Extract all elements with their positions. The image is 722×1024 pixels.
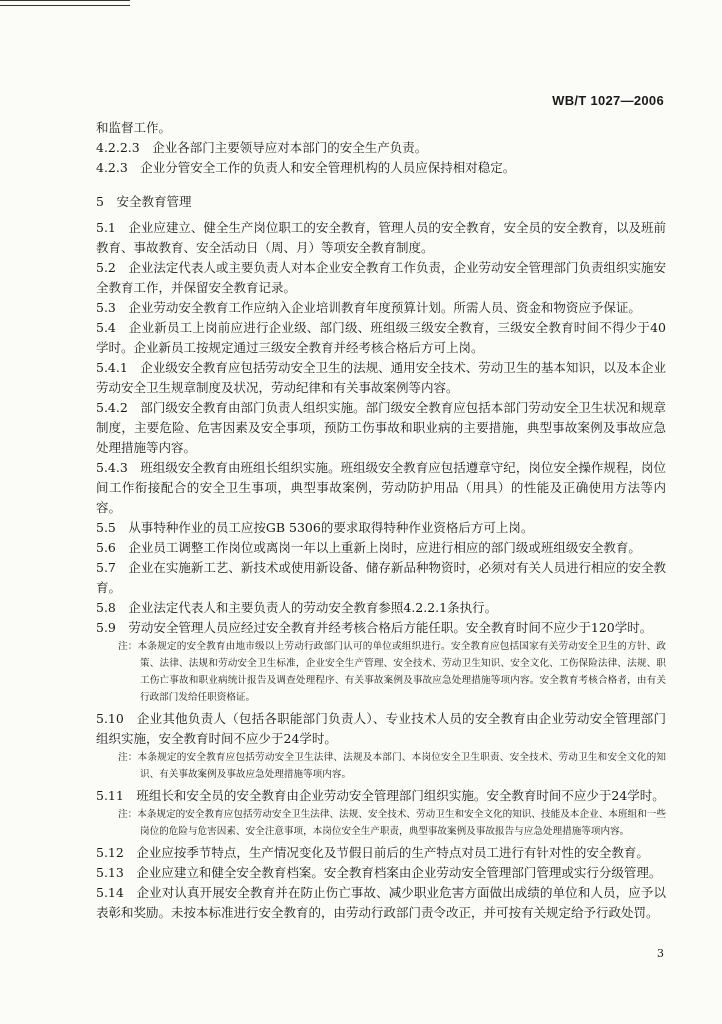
standard-code: WB/T 1027—2006 — [552, 93, 664, 108]
header-rule — [0, 0, 130, 6]
clause-5-11: 5.11 班组长和安全员的安全教育由企业劳动安全管理部门组织实施。安全教育时间不应少于24学时。 — [96, 788, 665, 803]
clause-5-1: 5.1 企业应建立、健全生产岗位职工的安全教育，管理人员的安全教育，安全员的安全教育，以及班前教育、事故教育、安全活动日（周、月）等项安全教育制度。 — [96, 220, 666, 255]
clause-5-2: 5.2 企业法定代表人或主要负责人对本企业安全教育工作负责，企业劳动安全管理部门负责组织实施安全教育工作，并保留安全教育记录。 — [96, 260, 666, 295]
clause-5-4-1: 5.4.1 企业级安全教育应包括劳动安全卫生的法规、通用安全技术、劳动卫生的基本知识，以及本企业劳动安全卫生规章制度及状况，劳动纪律和有关事故案例等内容。 — [96, 360, 666, 395]
clause-5-4: 5.4 企业新员工上岗前应进行企业级、部门级、班组级三级安全教育，三级安全教育时间不得少于40学时。企业新员工按规定通过三级安全教育并经考核合格后方可上岗。 — [96, 320, 666, 355]
note-5-9: 注：本条规定的安全教育由地市级以上劳动行政部门认可的单位或组织进行。安全教育应包括国家有关劳动安全卫生的方针、政策、法律、法规和劳动安全卫生标准，企业安全生产管理、安全技术、劳动卫生知识、安全文化、工伤保险法律、法规、职工伤亡事故和职业病统计报告及调查处理程序、有关事故案例及事故应急处理措施等项内容。安全教育考核合格者，由有关行政部门发给任职资格证。 — [118, 641, 666, 703]
clause-5-9: 5.9 劳动安全管理人员应经过安全教育并经考核合格后方能任职。安全教育时间不应少于120学时。 — [96, 620, 653, 635]
clause-5-10: 5.10 企业其他负责人（包括各职能部门负责人）、专业技术人员的安全教育由企业劳动安全管理部门组织实施，安全教育时间不应少于24学时。 — [96, 711, 666, 746]
paragraph: 4.2.2.3 企业各部门主要领导应对本部门的安全生产负责。 — [96, 140, 428, 155]
section-heading: 5 安全教育管理 — [96, 194, 192, 209]
clause-5-8: 5.8 企业法定代表人和主要负责人的劳动安全教育参照4.2.2.1条执行。 — [96, 600, 498, 615]
clause-5-4-3: 5.4.3 班组级安全教育由班组长组织实施。班组级安全教育应包括遵章守纪，岗位安全操作规程，岗位间工作衔接配合的安全卫生事项，典型事故案例，劳动防护用品（用具）的性能及正确使用方法等内容。 — [96, 460, 666, 515]
page-number: 3 — [657, 947, 664, 960]
clause-5-4-2: 5.4.2 部门级安全教育由部门负责人组织实施。部门级安全教育应包括本部门劳动安全卫生状况和规章制度，主要危险、危害因素及安全事项，预防工伤事故和职业病的主要措施，典型事故案例及事故应急处理措施等内容。 — [96, 400, 666, 455]
paragraph: 和监督工作。 — [96, 120, 172, 135]
clause-5-13: 5.13 企业应建立和健全安全教育档案。安全教育档案由企业劳动安全管理部门管理或实行分级管理。 — [96, 865, 662, 880]
clause-5-6: 5.6 企业员工调整工作岗位或离岗一年以上重新上岗时，应进行相应的部门级或班组级安全教育。 — [96, 540, 641, 555]
clause-5-3: 5.3 企业劳动安全教育工作应纳入企业培训教育年度预算计划。所需人员、资金和物资应予保证。 — [96, 300, 641, 315]
paragraph: 4.2.3 企业分管安全工作的负责人和安全管理机构的人员应保持相对稳定。 — [96, 160, 516, 175]
document-body — [96, 118, 666, 923]
clause-5-14: 5.14 企业对认真开展安全教育并在防止伤亡事故、减少职业危害方面做出成绩的单位和人员，应予以表彰和奖励。未按本标准进行安全教育的，由劳动行政部门责令改正，并可按有关规定给予行政处罚。 — [96, 885, 666, 920]
clause-5-12: 5.12 企业应按季节特点，生产情况变化及节假日前后的生产特点对员工进行有针对性的安全教育。 — [96, 845, 649, 860]
clause-5-5: 5.5 从事特种作业的员工应按GB 5306的要求取得特种作业资格后方可上岗。 — [96, 520, 534, 535]
note-5-10: 注：本条规定的安全教育应包括劳动安全卫生法律、法规及本部门、本岗位安全卫生职责、安全技术、劳动卫生和安全文化的知识、有关事故案例及事故应急处理措施等项内容。 — [118, 752, 666, 780]
note-5-11: 注：本条规定的安全教育应包括劳动安全卫生法律、法规、安全技术、劳动卫生和安全文化的知识、技能及本企业、本班组和一些岗位的危险与危害因素、安全注意事项，本岗位安全生产职责，典型事故案例及事故报告与应急处理措施等项内容。 — [118, 809, 666, 837]
clause-5-7: 5.7 企业在实施新工艺、新技术或使用新设备、储存新品种物资时，必须对有关人员进行相应的安全教育。 — [96, 560, 666, 595]
